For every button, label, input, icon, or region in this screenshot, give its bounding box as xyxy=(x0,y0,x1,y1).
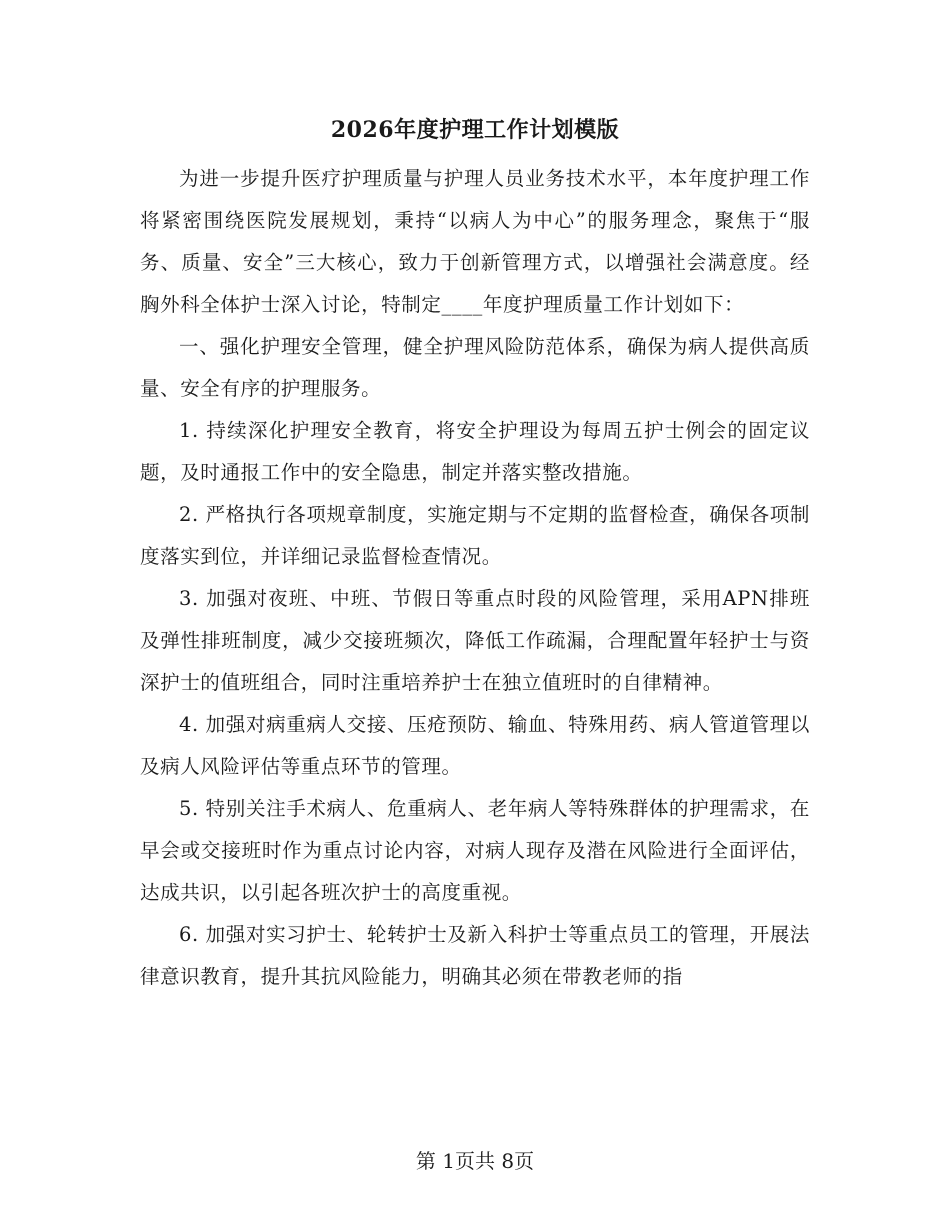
page-number-footer: 第 1页共 8页 xyxy=(415,1149,535,1173)
list-item-5: 5. 特别关注手术病人、危重病人、老年病人等特殊群体的护理需求，在早会或交接班时作为重点讨论内容，对病人现存及潜在风险进行全面评估，达成共识，以引起各班次护士的高度重视。 xyxy=(140,797,810,904)
document-title: 2026年度护理工作计划模版 xyxy=(330,117,620,143)
list-item-4: 4. 加强对病重病人交接、压疮预防、输血、特殊用药、病人管道管理以及病人风险评估等重点环节的管理。 xyxy=(140,713,810,778)
section-heading-1: 一、强化护理安全管理，健全护理风险防范体系，确保为病人提供高质量、安全有序的护理服务。 xyxy=(140,335,810,400)
list-item-1: 1. 持续深化护理安全教育，将安全护理设为每周五护士例会的固定议题，及时通报工作中的安全隐患，制定并落实整改措施。 xyxy=(140,419,810,484)
list-item-3: 3. 加强对夜班、中班、节假日等重点时段的风险管理，采用APN排班及弹性排班制度，减少交接班频次，降低工作疏漏，合理配置年轻护士与资深护士的值班组合，同时注重培养护士在独立值班时的自律精神。 xyxy=(140,587,810,694)
intro-paragraph: 为进一步提升医疗护理质量与护理人员业务技术水平，本年度护理工作将紧密围绕医院发展规划，秉持“以病人为中心”的服务理念，聚焦于“服务、质量、安全”三大核心，致力于创新管理方式，以增强社会满意度。经胸外科全体护士深入讨论，特制定____年度护理质量工作计划如下： xyxy=(140,167,810,316)
document-body xyxy=(140,158,810,998)
list-item-6: 6. 加强对实习护士、轮转护士及新入科护士等重点员工的管理，开展法律意识教育，提升其抗风险能力，明确其必须在带教老师的指 xyxy=(140,923,810,988)
list-item-2: 2. 严格执行各项规章制度，实施定期与不定期的监督检查，确保各项制度落实到位，并详细记录监督检查情况。 xyxy=(140,503,810,568)
